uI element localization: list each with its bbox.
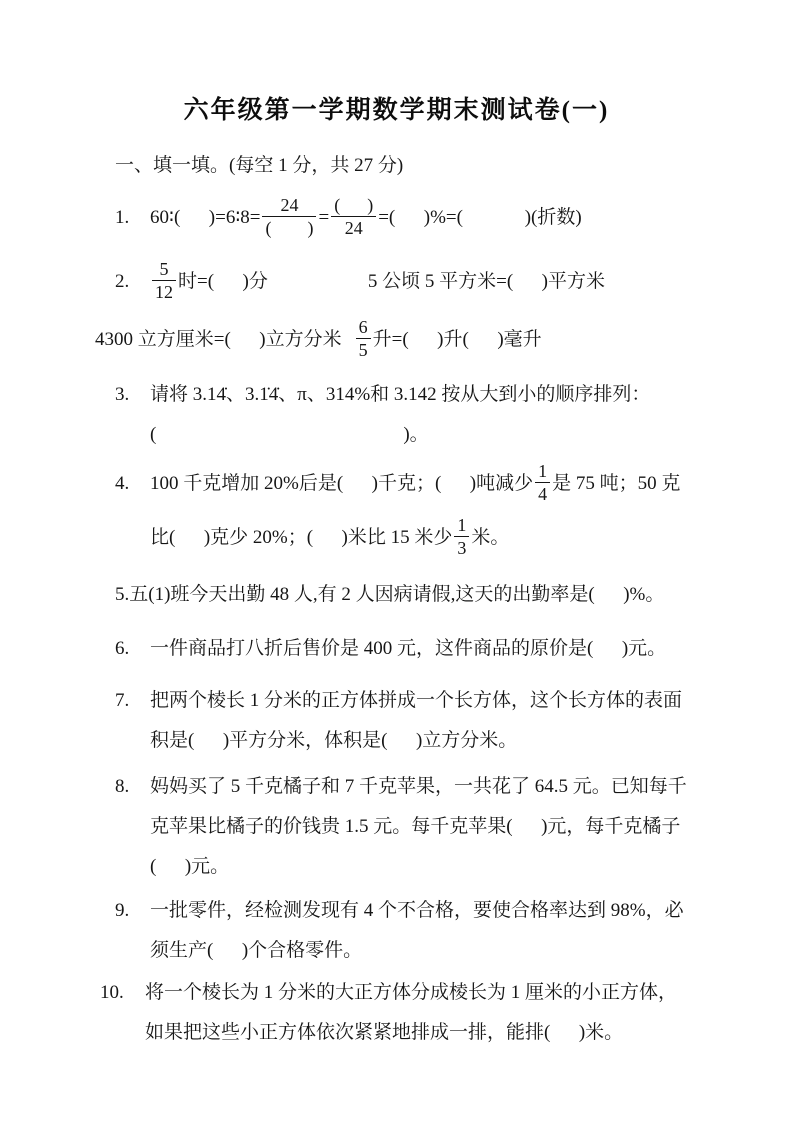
- question-5: 5.五(1)班今天出勤 48 人,有 2 人因病请假,这天的出勤率是( )%。: [115, 584, 665, 605]
- fraction-denominator: 4: [538, 484, 548, 505]
- question-2-line-2: [95, 313, 705, 367]
- question-4-text-4: 米。: [471, 527, 510, 548]
- question-4-text-3: 比( )克少 20%；( )米比 15 米少: [150, 527, 453, 548]
- question-8-line-3: ( )元。: [150, 856, 230, 877]
- question-9-line-2: 须生产( )个合格零件。: [150, 940, 363, 961]
- question-9-body: [150, 891, 705, 971]
- fraction-denominator: 3: [457, 538, 467, 559]
- question-4-number: 4.: [115, 473, 130, 494]
- question-2-text-hours: 时=( )分: [178, 271, 268, 292]
- fraction-numerator: 1: [454, 515, 469, 537]
- fraction-5-over-12: [152, 259, 176, 302]
- equals-sign: =: [318, 207, 330, 228]
- question-10-line-2: 如果把这些小正方体依次紧紧地排成一排，能排( )米。: [145, 1022, 624, 1043]
- question-7-body: [150, 681, 705, 761]
- question-3: [115, 375, 705, 455]
- question-1-body: [150, 191, 705, 245]
- fraction-1-over-4: [535, 461, 550, 504]
- fraction-numerator: 1: [535, 461, 550, 483]
- question-1-number: 1.: [115, 207, 130, 228]
- question-3-body: [150, 375, 705, 455]
- question-10-line-1: 将一个棱长为 1 分米的大正方体分成棱长为 1 厘米的小正方体，: [145, 982, 678, 1003]
- question-7: [115, 681, 705, 761]
- fraction-numerator: 5: [152, 259, 176, 281]
- fraction-6-over-5: [356, 317, 371, 360]
- question-7-number: 7.: [115, 690, 130, 711]
- question-2-body: [150, 255, 705, 309]
- question-8-line-2: 克苹果比橘子的价钱贵 1.5 元。每千克苹果( )元，每千克橘子: [150, 816, 681, 837]
- question-8-body: [150, 767, 705, 887]
- fraction-numerator: 24: [262, 195, 316, 217]
- question-2: [115, 255, 705, 309]
- question-3-answer-blank: ( )。: [150, 424, 429, 445]
- fraction-24-over-blank: [262, 195, 316, 238]
- section-heading: 一、填一填。(每空 1 分，共 27 分): [115, 155, 404, 176]
- fraction-numerator: 6: [356, 317, 371, 339]
- question-2-text-liters: 升=( )升( )毫升: [372, 329, 542, 350]
- question-4-line-1: [150, 457, 705, 511]
- fraction-blank-over-24: [331, 195, 376, 238]
- question-6-body: 一件商品打八折后售价是 400 元，这件商品的原价是( )元。: [150, 638, 667, 659]
- question-7-line-1: 把两个棱长 1 分米的正方体拼成一个长方体，这个长方体的表面: [150, 690, 683, 711]
- question-6: [115, 629, 705, 669]
- fraction-denominator: 24: [344, 218, 363, 239]
- question-8-number: 8.: [115, 776, 130, 797]
- exam-content: [0, 151, 793, 1053]
- fraction-denominator: ( ): [265, 218, 314, 239]
- fraction-denominator: 12: [155, 282, 173, 303]
- question-4: [115, 457, 705, 565]
- question-2-text-cubic: 4300 立方厘米=( )立方分米: [95, 329, 342, 350]
- question-2-number: 2.: [115, 271, 130, 292]
- question-4-line-2: [150, 511, 705, 565]
- question-4-text-1: 100 千克增加 20%后是( )千克；( )吨减少: [150, 473, 534, 494]
- fraction-numerator: ( ): [331, 195, 376, 217]
- question-9-number: 9.: [115, 900, 130, 921]
- question-2-text-hectare: 5 公顷 5 平方米=( )平方米: [367, 271, 605, 292]
- exam-title: 六年级第一学期数学期末测试卷(一): [183, 97, 610, 124]
- question-4-text-2: 是 75 吨；50 克: [552, 473, 681, 494]
- question-9: [115, 891, 705, 971]
- fraction-1-over-3: [454, 515, 469, 558]
- question-1-text: 60∶( )=6∶8=: [150, 207, 261, 228]
- question-10: [100, 973, 705, 1053]
- question-10-body: [145, 973, 705, 1053]
- question-8-line-1: 妈妈买了 5 千克橘子和 7 千克苹果，一共花了 64.5 元。已知每千: [150, 776, 687, 797]
- question-8: [115, 767, 705, 887]
- question-4-body: [150, 457, 705, 565]
- question-9-line-1: 一批零件，经检测发现有 4 个不合格，要使合格率达到 98%，必: [150, 900, 684, 921]
- question-1: [115, 191, 705, 245]
- question-3-line-1: 请将 3.14̇、3.1̇4̇、π、314%和 3.142 按从大到小的顺序排列：: [150, 384, 651, 405]
- question-6-number: 6.: [115, 638, 130, 659]
- fraction-denominator: 5: [358, 340, 368, 361]
- question-7-line-2: 积是( )平方分米，体积是( )立方分米。: [150, 730, 518, 751]
- question-3-number: 3.: [115, 384, 130, 405]
- question-1-text-tail: =( )%=( )(折数): [378, 207, 582, 228]
- question-10-number: 10.: [100, 982, 124, 1003]
